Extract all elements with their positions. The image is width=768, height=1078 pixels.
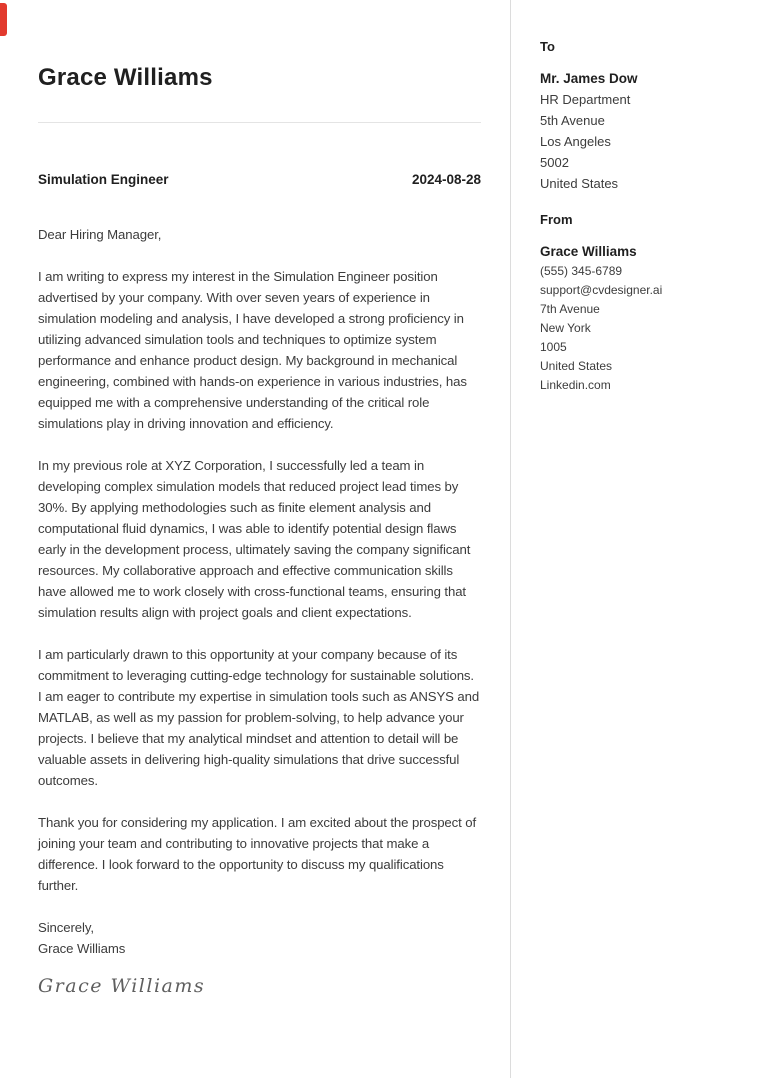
letter-paragraph: I am particularly drawn to this opportunity at your company because of its commitment to leveraging cutting-edge technology for sustainable solutions. I am eager to contribute my expertise in simulation tools such as ANSYS and MATLAB, as well as my passion for problem-solving, to help advance your projects. I believe that my analytical mindset and attention to detail will be valuable assets in delivering high-quality simulations that drive successful outcomes. (38, 647, 480, 788)
sender-postal-code: 1005 (540, 340, 567, 354)
closing-name: Grace Williams (38, 941, 126, 956)
to-label: To (540, 39, 555, 54)
accent-dash (0, 3, 7, 36)
job-date-row (38, 172, 481, 187)
recipient-name: Mr. James Dow (540, 71, 638, 86)
letter-paragraph: Thank you for considering my application. I am excited about the prospect of joining your team and contributing to innovative projects that make a difference. I look forward to the opportunity to discuss my qualifications further. (38, 815, 477, 893)
sender-linkedin: Linkedin.com (540, 378, 611, 392)
header-divider (38, 122, 481, 123)
recipient-country: United States (540, 176, 619, 191)
letter-body (38, 224, 481, 997)
recipient-department: HR Department (540, 92, 631, 107)
sender-country: United States (540, 359, 613, 373)
letter-paragraph: I am writing to express my interest in the Simulation Engineer position advertised by your company. With over seven years of experience in simulation modeling and analysis, I have developed a strong proficiency in utilizing advanced simulation tools and techniques to optimize system performance and enhance product design. My background in mechanical engineering, combined with hands-on experience in various industries, has equipped me with a comprehensive understanding of the critical role simulations play in driving innovation and efficiency. (38, 269, 467, 431)
page-title: Grace Williams (38, 64, 213, 91)
sender-name: Grace Williams (540, 244, 637, 259)
closing-valediction: Sincerely, (38, 920, 94, 935)
recipient-postal-code: 5002 (540, 155, 569, 170)
sender-phone: (555) 345-6789 (540, 264, 623, 278)
letter-paragraph: In my previous role at XYZ Corporation, I successfully led a team in developing complex simulation models that reduced project lead times by 30%. By applying methodologies such as finite element analysis and computational fluid dynamics, I was able to identify potential design flaws early in the development process, ultimately saving the company significant resources. My collaborative approach and effective communication skills have allowed me to work closely with cross-functional teams, ensuring that simulation results align with project goals and client expectations. (38, 458, 471, 620)
sender-city: New York (540, 321, 591, 335)
from-label: From (540, 212, 573, 227)
contact-sidebar (540, 38, 755, 395)
recipient-street: 5th Avenue (540, 113, 605, 128)
signature-script: Grace Williams (38, 975, 206, 997)
letter-date: 2024-08-28 (411, 172, 481, 187)
salutation: Dear Hiring Manager, (38, 227, 162, 242)
recipient-city: Los Angeles (540, 134, 611, 149)
sender-email: support@cvdesigner.ai (540, 283, 663, 297)
sidebar-divider (510, 0, 511, 1078)
sender-street: 7th Avenue (540, 302, 600, 316)
job-title: Simulation Engineer (38, 172, 169, 187)
